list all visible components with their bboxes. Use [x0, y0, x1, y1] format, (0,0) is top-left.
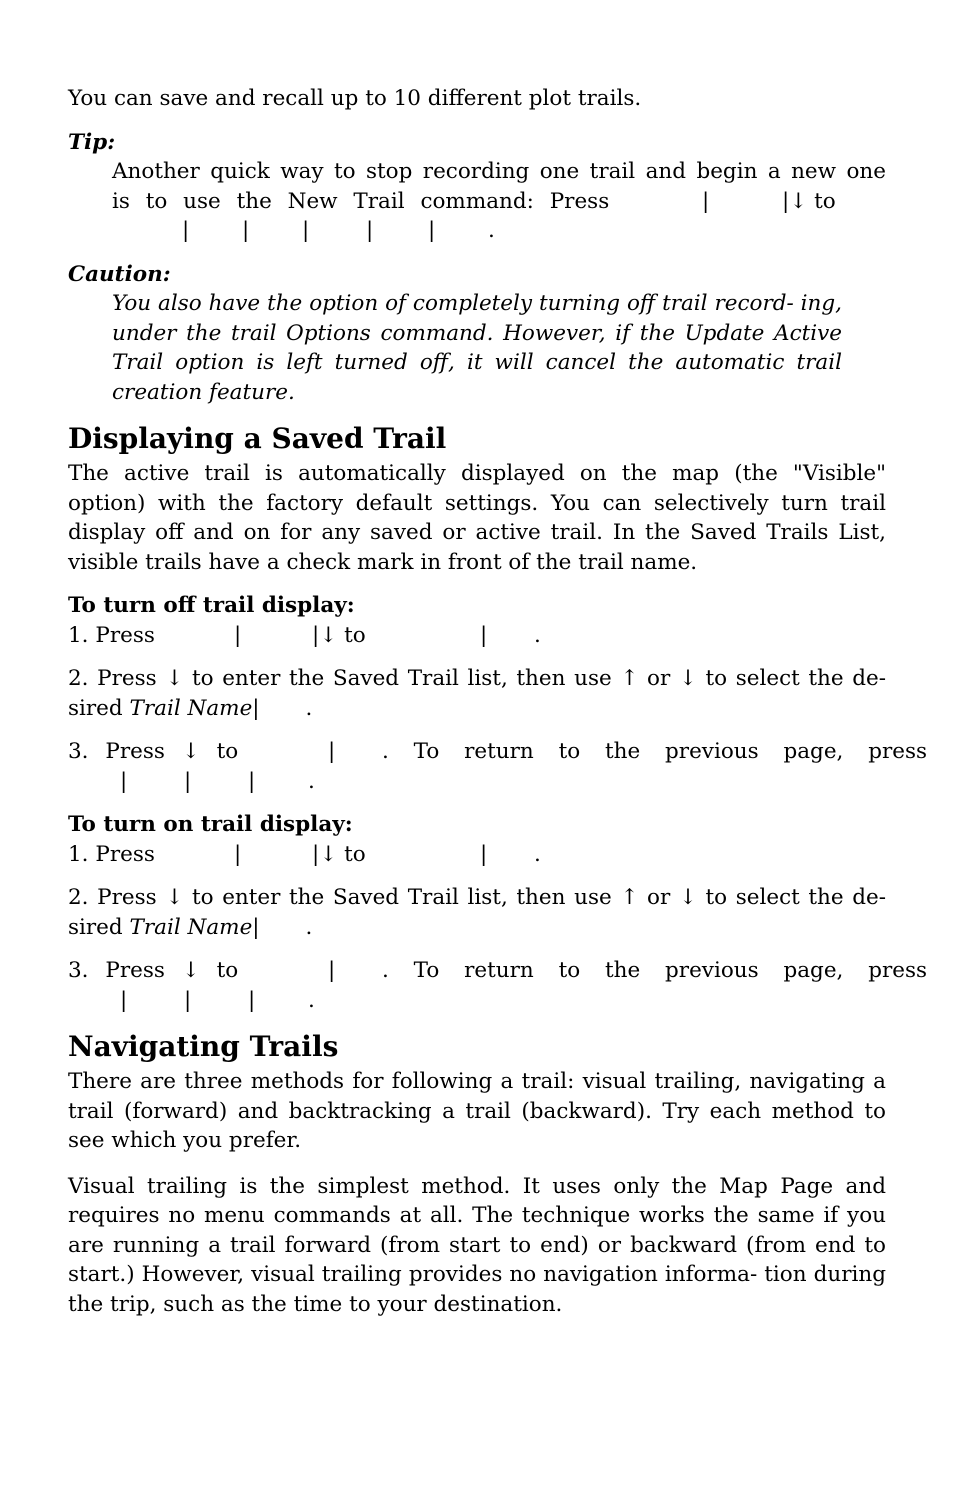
step-period: . [305, 914, 313, 940]
trail-name-italic: Trail Name [129, 695, 253, 721]
section-body-displaying: The active trail is automatically displayed on the map (the "Visible" option) with the factory default settings. You can selectively turn trail display off and on for any saved or active trail. In the Saved Trails List, visible trails have a check mark in front of the trail name. [68, 461, 886, 575]
intro-text: You can save and recall up to 10 different plot trails. [68, 86, 642, 111]
on-step-1-text: 1. Press [68, 841, 155, 867]
step-separator: | [120, 768, 128, 794]
tip-line-1: Another quick way to stop recording one trail and begin a new one [112, 159, 886, 184]
tip-separator: | [366, 218, 374, 243]
step-separator: | [480, 622, 488, 648]
tip-separator: | [182, 218, 190, 243]
off-step-2-main: 2. Press ↓ to enter the Saved Trail list, then use ↑ or ↓ to select the de- sired [68, 666, 886, 721]
step-separator: | [328, 958, 336, 983]
tip-separator: | [428, 218, 436, 243]
off-step-2 [68, 664, 886, 723]
step-period: . [534, 622, 541, 648]
on-step-1 [68, 840, 886, 870]
step-separator: | [328, 739, 336, 764]
off-step-3-text: 3. Press ↓ to [68, 739, 239, 764]
step-separator: | [234, 841, 242, 867]
step-separator: | [184, 768, 192, 794]
tip-body [112, 157, 886, 246]
on-step-3-return: . To return to the previous page, press [382, 958, 928, 983]
step-separator: | [248, 768, 256, 794]
tip-line-3 [112, 216, 886, 246]
tip-label: Tip: [68, 129, 116, 155]
manual-page [68, 84, 928, 1319]
tip-period: . [488, 218, 495, 243]
subheading-turn-on: To turn on trail display: [68, 812, 353, 837]
step-separator: | [234, 622, 242, 648]
step-period: . [305, 695, 313, 721]
tip-separator: | [702, 188, 710, 214]
step-separator: | [120, 987, 128, 1013]
step-separator: | [252, 695, 260, 721]
off-step-1-text: 1. Press [68, 622, 155, 648]
tip-separator: | [302, 218, 310, 243]
on-step-3-text: 3. Press ↓ to [68, 958, 239, 983]
step-arrow-to: |↓ to [312, 841, 366, 867]
off-step-3-return: . To return to the previous page, press [382, 739, 928, 764]
tip-line-2 [112, 187, 886, 217]
step-separator: | [184, 987, 192, 1013]
step-arrow-to: |↓ to [312, 622, 366, 648]
step-separator: | [480, 841, 488, 867]
off-step-3-line-2 [68, 767, 886, 797]
tip-separator: | [242, 218, 250, 243]
on-step-2 [68, 883, 886, 942]
step-separator: | [252, 914, 260, 940]
tip-line-2-text: is to use the New Trail command: Press [112, 188, 610, 214]
on-step-3-line-2 [68, 986, 886, 1016]
on-step-3 [68, 956, 928, 1015]
step-separator: | [248, 987, 256, 1013]
off-step-3 [68, 737, 928, 796]
subheading-turn-off: To turn off trail display: [68, 593, 355, 618]
caution-body: You also have the option of completely turning off trail record- ing, under the trail Options command. However, if the Update Active Trail option is left turned off, it will cancel the automatic trail creation feature. [112, 291, 842, 405]
step-period: . [308, 987, 315, 1013]
section-body-navigating-2: Visual trailing is the simplest method. It uses only the Map Page and requires no menu commands at all. The technique works the same if you are running a trail forward (from start to end) or backward (from end to start.) However, visual trailing provides no navigation informa- tion during the trip, such as the time to your destination. [68, 1173, 886, 1317]
caution-label: Caution: [68, 261, 171, 287]
section-heading-displaying: Displaying a Saved Trail [68, 422, 447, 455]
tip-arrow-to: |↓ to [782, 188, 836, 214]
step-period: . [534, 841, 541, 867]
on-step-2-text [68, 883, 886, 942]
step-period: . [308, 768, 315, 794]
on-step-3-line-1 [68, 956, 928, 986]
trail-name-italic: Trail Name [129, 914, 253, 940]
section-heading-navigating: Navigating Trails [68, 1030, 339, 1063]
off-step-1 [68, 621, 886, 651]
section-body-navigating-1: There are three methods for following a trail: visual trailing, navigating a trail (forward) and backtracking a trail (backward). Try each method to see which you prefer. [68, 1069, 886, 1153]
off-step-2-text [68, 664, 886, 723]
off-step-3-line-1 [68, 737, 928, 767]
on-step-2-main: 2. Press ↓ to enter the Saved Trail list, then use ↑ or ↓ to select the de- sired [68, 885, 886, 940]
